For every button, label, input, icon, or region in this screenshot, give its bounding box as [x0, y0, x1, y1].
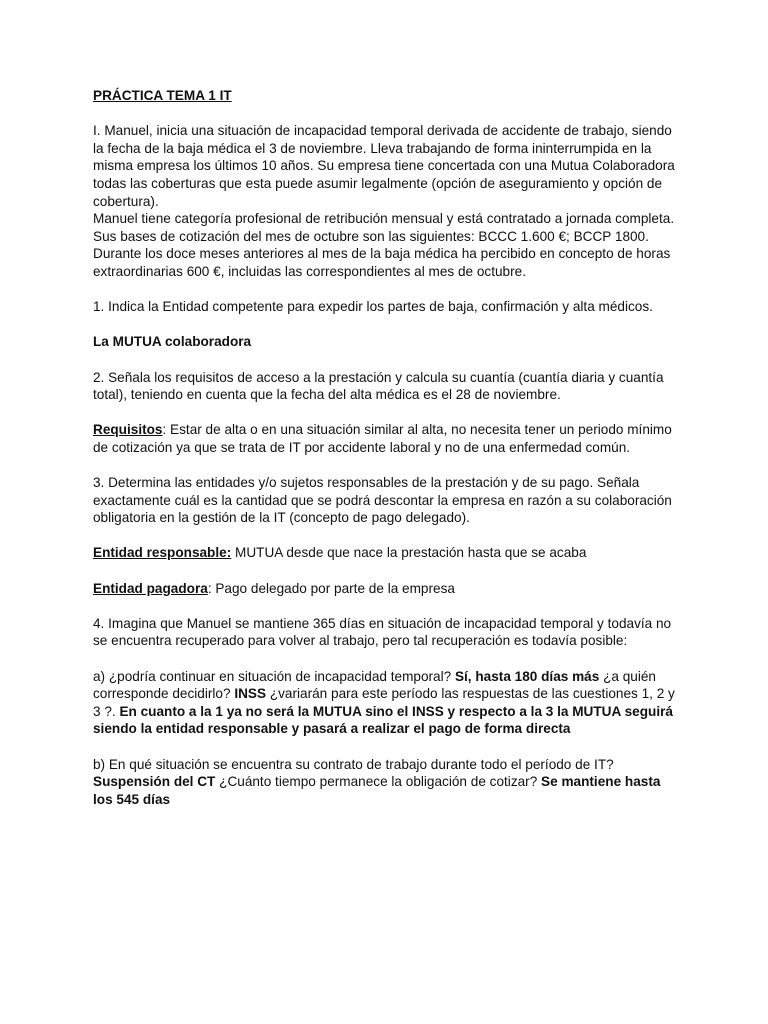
- question-2: 2. Señala los requisitos de acceso a la prestación y calcula su cuantía (cuantía diaria y cuantía total), teniendo en cuenta que la fecha del alta médica es el 28 de noviembre.: [93, 369, 664, 403]
- question-4b: [93, 756, 678, 809]
- q4a-answer-3: En cuanto a la 1 ya no será la MUTUA sino el INSS y respecto a la 3 la MUTUA seguirá siendo la entidad responsable y pasará a realizar el pago de forma directa: [93, 703, 673, 737]
- q4a-answer-2: INSS: [234, 686, 267, 702]
- q4a-question-2: ¿a quién corresponde decidirlo?: [93, 668, 656, 702]
- q4a-answer-1: Sí, hasta 180 días más: [454, 668, 600, 684]
- responsible-text: MUTUA desde que nace la prestación hasta que se acaba: [231, 545, 587, 561]
- q4a-question-3: ¿variarán para este período las respuestas de las cuestiones 1, 2 y 3 ?.: [93, 686, 675, 719]
- q4b-question-1: b) En qué situación se encuentra su contrato de trabajo durante todo el período de IT?: [93, 756, 614, 772]
- answer-2: [93, 421, 678, 456]
- answer-3-payer: [93, 580, 678, 598]
- question-4a: [93, 668, 678, 738]
- q4a-question-1: a) ¿podría continuar en situación de incapacidad temporal?: [93, 668, 455, 684]
- question-3: 3. Determina las entidades y/o sujetos responsables de la prestación y de su pago. Señala exactamente cuál es la cantidad que se podrá descontar la empresa en razón a su colaboración obligatoria en la gestión de la IT (concepto de pago delegado).: [93, 475, 672, 526]
- answer-2-text: : Estar de alta o en una situación similar al alta, no necesita tener un periodo mínimo de cotización ya que se trata de IT por accidente laboral y no de una enfermedad común.: [93, 422, 672, 455]
- answer-2-label: Requisitos: [93, 422, 163, 438]
- answer-1: La MUTUA colaboradora: [93, 334, 252, 350]
- case-paragraph-2: Manuel tiene categoría profesional de retribución mensual y está contratado a jornada completa. Sus bases de cotización del mes de octubre son las siguientes: BCCC 1.600 €; BCCP 1800. Durante los doce meses anteriores al mes de la baja médica ha percibido en concepto de horas extraordinarias 600 €, incluidas las correspondientes al mes de octubre.: [93, 211, 675, 279]
- case-paragraph-1: I. Manuel, inicia una situación de incapacidad temporal derivada de accidente de trabajo, siendo la fecha de la baja médica el 3 de noviembre. Lleva trabajando de forma ininterrumpida en la misma empresa los últimos 10 años. Su empresa tiene concertada con una Mutua Colaboradora todas las coberturas que esta puede asumir legalmente (opción de aseguramiento y opción de cobertura).: [93, 123, 675, 209]
- question-4: 4. Imagina que Manuel se mantiene 365 días en situación de incapacidad temporal y todavía no se encuentra recuperado para volver al trabajo, pero tal recuperación es todavía posible:: [93, 615, 672, 649]
- q4b-answer-2: Se mantiene hasta los 545 días: [93, 774, 661, 807]
- q4b-answer-1: Suspensión del CT: [93, 774, 216, 790]
- q4b-question-2: ¿Cuánto tiempo permanece la obligación de cotizar?: [215, 774, 542, 790]
- answer-3-responsible: [93, 544, 678, 562]
- payer-text: : Pago delegado por parte de la empresa: [207, 580, 455, 596]
- question-1: 1. Indica la Entidad competente para expedir los partes de baja, confirmación y alta médicos.: [93, 299, 653, 315]
- document-title: PRÁCTICA TEMA 1 IT: [93, 88, 232, 103]
- responsible-label: Entidad responsable:: [93, 545, 232, 561]
- case-statement: [93, 122, 678, 280]
- payer-label: Entidad pagadora: [93, 580, 208, 596]
